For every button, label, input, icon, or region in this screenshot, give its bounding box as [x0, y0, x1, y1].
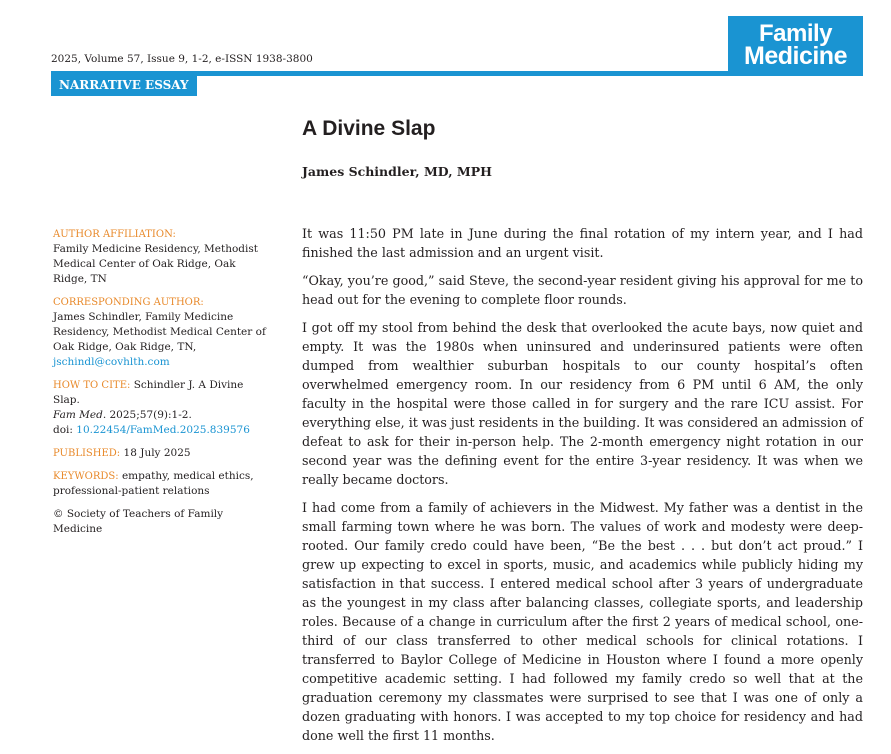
keywords-block	[53, 469, 271, 499]
body-paragraph: I had come from a family of achievers in the Midwest. My father was a dentist in the small farming town where he was born. The values of work and modesty were deep-rooted. Our family credo could have been, “Be the best . . . but don’t act proud.” I grew up expecting to excel in sports, music, and academics while publicly hiding my satisfaction in that success. I entered medical school after 3 years of undergraduate as the youngest in my class after balancing classes, collegiate sports, and leadership roles. Because of a change in curriculum after the first 2 years of medical school, one-third of our class transferred to other medical schools for clinical rotations. I transferred to Baylor College of Medicine in Houston where I found a more openly competitive academic setting. I had followed my family credo so well that at the graduation ceremony my classmates were surprised to see that I was one of only a dozen graduating with honors. I was accepted to my top choice for residency and had done well the first 11 months.	[302, 500, 863, 743]
keywords-text: empathy, medical ethics, professional-patient relations	[53, 470, 254, 497]
affiliation-label: AUTHOR AFFILIATION:	[53, 229, 176, 240]
doi-label: doi:	[53, 424, 73, 436]
author-byline: James Schindler, MD, MPH	[302, 164, 492, 179]
body-paragraph: It was 11:50 PM late in June during the final rotation of my intern year, and I had finished the last admission and an urgent visit.	[302, 226, 863, 260]
cite-journal: Fam Med.	[53, 409, 107, 421]
corresponding-label: CORRESPONDING AUTHOR:	[53, 297, 204, 308]
cite-label: HOW TO CITE:	[53, 380, 131, 391]
body-paragraph: I got off my stool from behind the desk that overlooked the acute bays, now quiet and empty. It was the 1980s when uninsured and underinsured patients were often dumped from wealthier suburban hospitals to our county hospital’s often overwhelmed emergency room. In our residency from 6 PM until 6 AM, the only faculty in the hospital were those called in for surgery and the rare ICU assist. For everything else, it was just residents in the building. It was considered an admission of defeat to ask for their in-person help. The 2-month emergency night rotation in our second year was the defining event for the entire 3-year residency. It was when we really became doctors.	[302, 320, 863, 487]
section-tag: NARRATIVE ESSAY	[51, 74, 197, 96]
logo-line-2: Medicine	[744, 42, 847, 70]
corresponding-email-link[interactable]: jschindl@covhlth.com	[53, 356, 170, 368]
issue-line: 2025, Volume 57, Issue 9, 1-2, e-ISSN 1938-3800	[51, 53, 313, 65]
article-title: A Divine Slap	[302, 117, 436, 140]
doi-link[interactable]: 10.22454/FamMed.2025.839576	[76, 424, 250, 436]
article-body	[302, 224, 863, 754]
corresponding-block	[53, 295, 271, 370]
citation-block	[53, 378, 271, 438]
journal-logo	[728, 16, 863, 74]
affiliation-text: Family Medicine Residency, Methodist Medical Center of Oak Ridge, Oak Ridge, TN	[53, 243, 258, 285]
cite-volume: 2025;57(9):1-2.	[109, 409, 192, 421]
body-paragraph: “Okay, you’re good,” said Steve, the second-year resident giving his approval for me to head out for the evening to complete floor rounds.	[302, 273, 863, 307]
cite-text: Schindler J. A Divine Slap.	[53, 379, 244, 406]
published-date: 18 July 2025	[123, 447, 191, 459]
published-label: PUBLISHED:	[53, 448, 121, 459]
corresponding-text: James Schindler, Family Medicine Residency, Methodist Medical Center of Oak Ridge, Oak Ridge, TN,	[53, 311, 266, 353]
logo-line-1: Family	[758, 20, 833, 47]
published-block	[53, 446, 271, 461]
keywords-label: KEYWORDS:	[53, 471, 119, 482]
copyright-notice: © Society of Teachers of Family Medicine	[53, 508, 224, 535]
affiliation-block	[53, 227, 271, 287]
article-sidebar	[53, 227, 271, 545]
